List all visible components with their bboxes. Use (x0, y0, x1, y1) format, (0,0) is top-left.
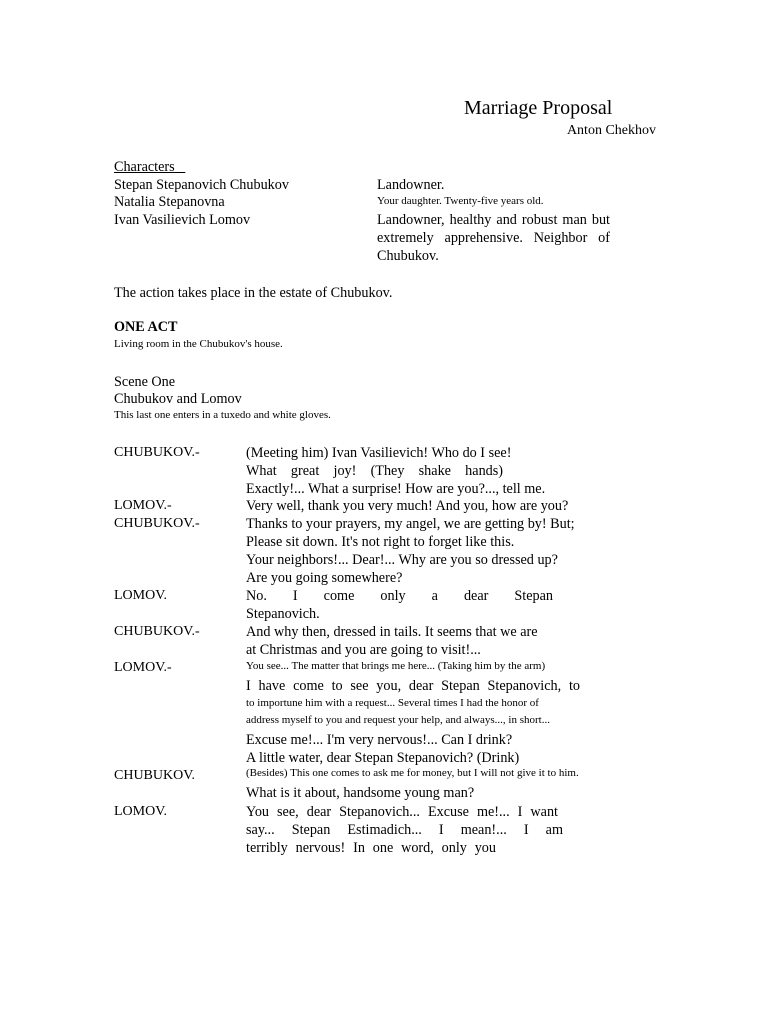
character-description: Your daughter. Twenty-five years old. (377, 195, 544, 207)
act-title: ONE ACT (114, 319, 178, 335)
dialogue-line: address myself to you and request your help, and always..., in short... (246, 714, 550, 726)
act-location: Living room in the Chubukov's house. (114, 338, 283, 350)
stage-direction: This last one enters in a tuxedo and white gloves. (114, 409, 331, 421)
author-name: Anton Chekhov (566, 123, 656, 138)
speaker-name: CHUBUKOV. (114, 768, 196, 783)
dialogue-line: A little water, dear Stepan Stepanovich? (Drink) (246, 750, 520, 766)
dialogue-line: at Christmas and you are going to visit!... (246, 642, 481, 658)
dialogue-line: Very well, thank you very much! And you, how are you? (246, 498, 569, 514)
speaker-name: CHUBUKOV.- (114, 624, 200, 639)
character-name: Natalia Stepanovna (114, 194, 225, 210)
speaker-name: LOMOV.- (114, 660, 172, 675)
scene-characters: Chubukov and Lomov (114, 391, 242, 407)
speaker-name: LOMOV.- (114, 498, 172, 513)
dialogue-line: What is it about, handsome young man? (246, 785, 475, 801)
document-title: Marriage Proposal (464, 97, 613, 119)
dialogue-line: terribly nervous! In one word, only you (246, 840, 496, 856)
character-name: Stepan Stepanovich Chubukov (114, 177, 289, 193)
dialogue-line: No. I come only a dear Stepan (246, 588, 553, 604)
characters-heading: Characters (114, 159, 175, 175)
dialogue-line: Are you going somewhere? (246, 570, 403, 586)
dialogue-line: Excuse me!... I'm very nervous!... Can I drink? (246, 732, 513, 748)
dialogue-line: And why then, dressed in tails. It seems that we are (246, 624, 538, 640)
dialogue-line: (Besides) This one comes to ask me for money, but I will not give it to him. (246, 767, 579, 779)
dialogue-line: I have come to see you, dear Stepan Stepanovich, to (246, 678, 580, 694)
character-name: Ivan Vasilievich Lomov (114, 212, 251, 228)
dialogue-line: You see... The matter that brings me here... (Taking him by the arm) (246, 660, 546, 672)
dialogue-line: Please sit down. It's not right to forget like this. (246, 534, 515, 550)
speaker-name: CHUBUKOV.- (114, 516, 200, 531)
character-description: Landowner. (377, 177, 445, 193)
dialogue-line: to importune him with a request... Several times I had the honor of (246, 697, 539, 709)
dialogue-line: Your neighbors!... Dear!... Why are you so dressed up? (246, 552, 558, 568)
dialogue-line: (Meeting him) Ivan Vasilievich! Who do I see! (246, 445, 512, 461)
dialogue-line: What great joy! (They shake hands) (246, 463, 503, 479)
dialogue-line: You see, dear Stepanovich... Excuse me!... I want (246, 804, 558, 820)
scene-title: Scene One (114, 374, 176, 390)
dialogue-line: Thanks to your prayers, my angel, we are getting by! But; (246, 516, 575, 532)
speaker-name: CHUBUKOV.- (114, 445, 200, 460)
speaker-name: LOMOV. (114, 804, 168, 819)
dialogue-line: Stepanovich. (246, 606, 320, 622)
setting-text: The action takes place in the estate of Chubukov. (114, 285, 393, 301)
speaker-name: LOMOV. (114, 588, 168, 603)
dialogue-line: Exactly!... What a surprise! How are you?..., tell me. (246, 481, 546, 497)
dialogue-line: say... Stepan Estimadich... I mean!... I am (246, 822, 563, 838)
character-description: Landowner, healthy and robust man but extremely apprehensive. Neighbor of Chubukov. (377, 212, 610, 264)
